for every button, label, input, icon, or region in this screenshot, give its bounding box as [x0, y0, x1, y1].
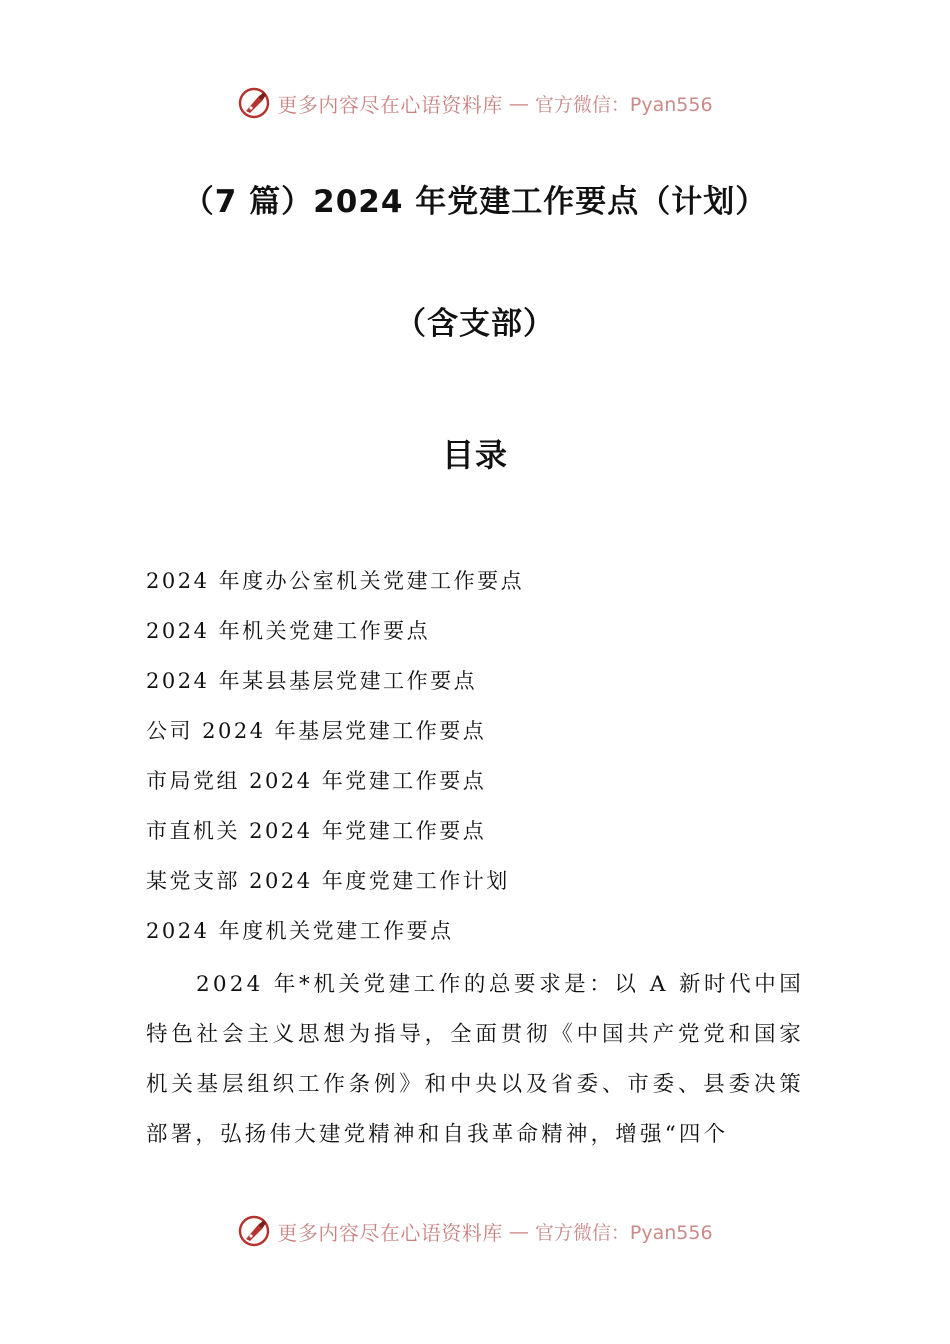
toc-item[interactable]: 2024 年度机关党建工作要点: [146, 919, 454, 943]
toc-item[interactable]: 公司 2024 年基层党建工作要点: [146, 719, 487, 743]
toc-item[interactable]: 2024 年机关党建工作要点: [146, 619, 431, 643]
watermark-contact: 官方微信：Pyan556: [534, 1221, 713, 1244]
watermark-contact: 官方微信：Pyan556: [534, 93, 713, 116]
watermark-brand: 更多内容尽在心语资料库: [277, 92, 503, 117]
toc-heading: 目录: [441, 436, 508, 474]
toc-item[interactable]: 市局党组 2024 年党建工作要点: [146, 769, 487, 793]
document-title: （7 篇）2024 年党建工作要点（计划）: [182, 184, 768, 220]
table-of-contents: [146, 562, 524, 962]
watermark-separator: —: [508, 1219, 529, 1243]
toc-item[interactable]: 2024 年某县基层党建工作要点: [146, 669, 478, 693]
body-paragraph: 2024 年*机关党建工作的总要求是：以 A 新时代中国特色社会主义思想为指导，全面贯彻《中国共产党党和国家机关基层组织工作条例》和中央以及省委、市委、县委决策部署，弘扬伟大建党精神和自我革命精神，增强“四个: [146, 972, 804, 1147]
pen-nib-logo-icon: [237, 1214, 271, 1248]
toc-item[interactable]: 某党支部 2024 年度党建工作计划: [146, 869, 510, 893]
toc-item[interactable]: 市直机关 2024 年党建工作要点: [146, 819, 487, 843]
watermark-separator: —: [508, 91, 529, 115]
pen-nib-logo-icon: [237, 86, 271, 120]
toc-item[interactable]: 2024 年度办公室机关党建工作要点: [146, 569, 525, 593]
header-watermark: [0, 86, 950, 120]
watermark-brand: 更多内容尽在心语资料库: [277, 1220, 503, 1245]
document-subtitle: （含支部）: [395, 306, 555, 342]
footer-watermark: [0, 1214, 950, 1248]
